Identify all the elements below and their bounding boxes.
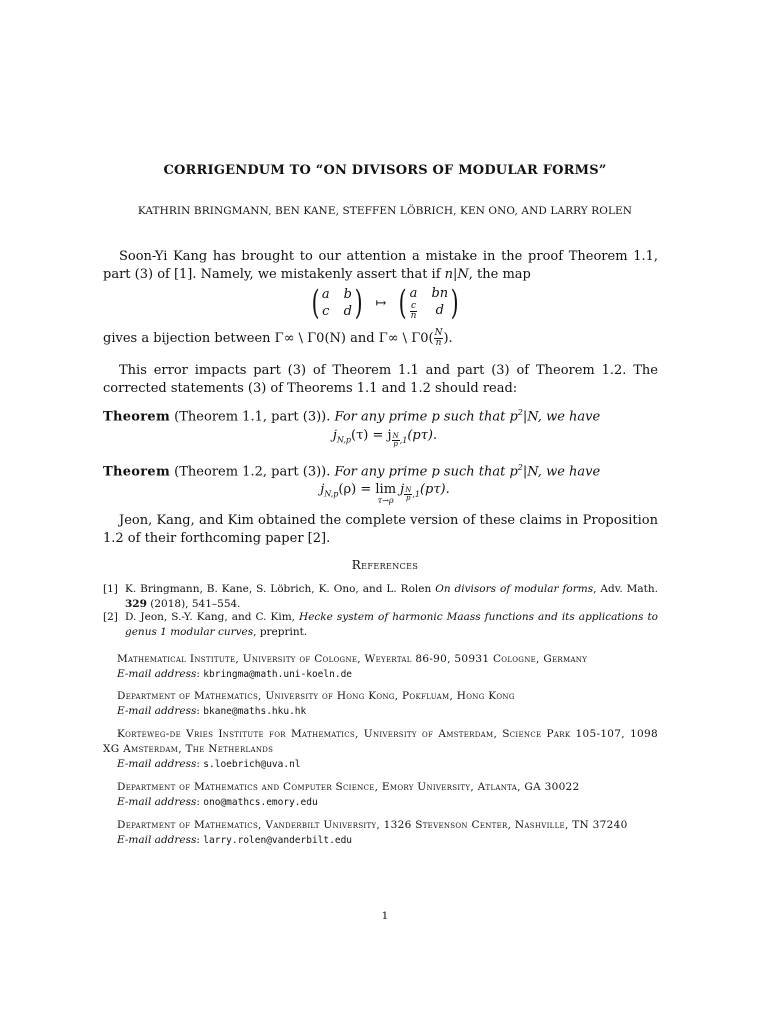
theorem-2-formula: $j_{N,p}(\rho)$ = lim τ→ρ j $_{\frac{N}{p} ,1}$(pτ). bbox=[320, 482, 450, 505]
reference-1: [1] K. Bringmann, B. Kane, S. Löbrich, K. Ono, and L. Rolen On divisors of modular forms, Adv. Math. 329 (2018), 541–554. bbox=[103, 583, 659, 610]
matrix-left-a: a bbox=[321, 287, 330, 302]
email-link[interactable]: larry.rolen@vanderbilt.edu bbox=[203, 835, 353, 846]
theorem-1-label: Theorem bbox=[103, 409, 171, 425]
intro-condition: n|N bbox=[444, 266, 469, 282]
gamma-expr-2: Γ∞ \ Γ0( $\frac{N}{n}$ ). bbox=[378, 328, 453, 348]
references-heading: References bbox=[351, 558, 419, 572]
matrix-right-c-over-n: $\frac{c}{n}$ bbox=[410, 301, 417, 321]
theorem-1-statement: Theorem (Theorem 1.1, part (3)). For any prime p such that $p^2|N$, we have bbox=[103, 408, 601, 425]
intro-paragraph bbox=[103, 248, 658, 283]
theorem-1-formula: $j_{N,p}(\tau) = j$ $_{\frac{N}{p} ,1}$(pτ). bbox=[332, 428, 438, 449]
matrix-right-d: d bbox=[435, 303, 444, 318]
matrix-left-c: c bbox=[322, 304, 330, 319]
maps-to-arrow: ↦ bbox=[375, 295, 387, 311]
bijection-line: gives a bijection between Γ∞ \ Γ0(N) and Γ∞ \ Γ0( $\frac{N}{n}$ ). bbox=[103, 328, 453, 348]
paper-title: CORRIGENDUM TO “ON DIVISORS OF MODULAR FORMS” bbox=[163, 163, 607, 178]
page-number: 1 bbox=[381, 910, 389, 922]
matrix-right-a: a bbox=[409, 286, 418, 301]
theorem-2-statement: Theorem (Theorem 1.2, part (3)). For any prime p such that $p^2|N$, we have bbox=[103, 463, 601, 480]
address-bringmann: Mathematical Institute, University of Cologne, Weyertal 86-90, 50931 Cologne, Germany E-mail address: kbringma@math.uni-koeln.de bbox=[117, 653, 588, 680]
email-link[interactable]: s.loebrich@uva.nl bbox=[203, 759, 301, 770]
error-impact-paragraph: This error impacts part (3) of Theorem 1.1 and part (3) of Theorem 1.2. The corrected statements (3) of Theorems 1.1 and 1.2 should read: bbox=[103, 363, 658, 396]
intro-text-b: , the map bbox=[468, 266, 531, 282]
address-rolen: Department of Mathematics, Vanderbilt University, 1326 Stevenson Center, Nashville, TN 37240 E-mail address: larry.rolen@vanderbilt.edu bbox=[117, 819, 628, 846]
matrix-right: ( a bn $\frac{c}{n}$ d ) bbox=[399, 283, 459, 323]
theorem-2-label: Theorem bbox=[103, 464, 171, 480]
forthcoming-paragraph: Jeon, Kang, and Kim obtained the complete version of these claims in Proposition 1.2 of their forthcoming paper [2]. bbox=[103, 513, 658, 546]
email-link[interactable]: kbringma@math.uni-koeln.de bbox=[203, 669, 353, 680]
reference-2: [2] D. Jeon, S.-Y. Kang, and C. Kim, Hecke system of harmonic Maass functions and its applications to genus 1 modular curves, preprint. bbox=[103, 611, 658, 638]
matrix-map-equation bbox=[0, 285, 770, 321]
matrix-right-bn: bn bbox=[431, 286, 449, 301]
address-kane: Department of Mathematics, University of Hong Kong, Pokfluam, Hong Kong E-mail address: bkane@maths.hku.hk bbox=[117, 690, 515, 717]
address-ono: Department of Mathematics and Computer Science, Emory University, Atlanta, GA 30022 E-mail address: ono@mathcs.emory.edu bbox=[117, 781, 580, 808]
address-loebrich: Korteweg-de Vries Institute for Mathematics, University of Amsterdam, Science Park 105-107, 1098 XG Amsterdam, The Netherlands E-mail address: s.loebrich@uva.nl bbox=[103, 728, 658, 770]
intro-text-a: Soon-Yi Kang has brought to our attention a mistake in the proof Theorem 1.1, part (3) of [1]. Namely, we mistakenly assert that if bbox=[103, 249, 658, 282]
gamma-expr-1: Γ∞ \ Γ0(N) bbox=[274, 331, 346, 346]
matrix-left-d: d bbox=[343, 304, 352, 319]
paper-authors: KATHRIN BRINGMANN, BEN KANE, STEFFEN LÖBRICH, KEN ONO, AND LARRY ROLEN bbox=[137, 205, 633, 217]
email-link[interactable]: bkane@maths.hku.hk bbox=[203, 706, 307, 717]
matrix-left-b: b bbox=[343, 287, 352, 302]
email-link[interactable]: ono@mathcs.emory.edu bbox=[203, 797, 318, 808]
matrix-left: ( a b c d ) bbox=[311, 283, 363, 323]
